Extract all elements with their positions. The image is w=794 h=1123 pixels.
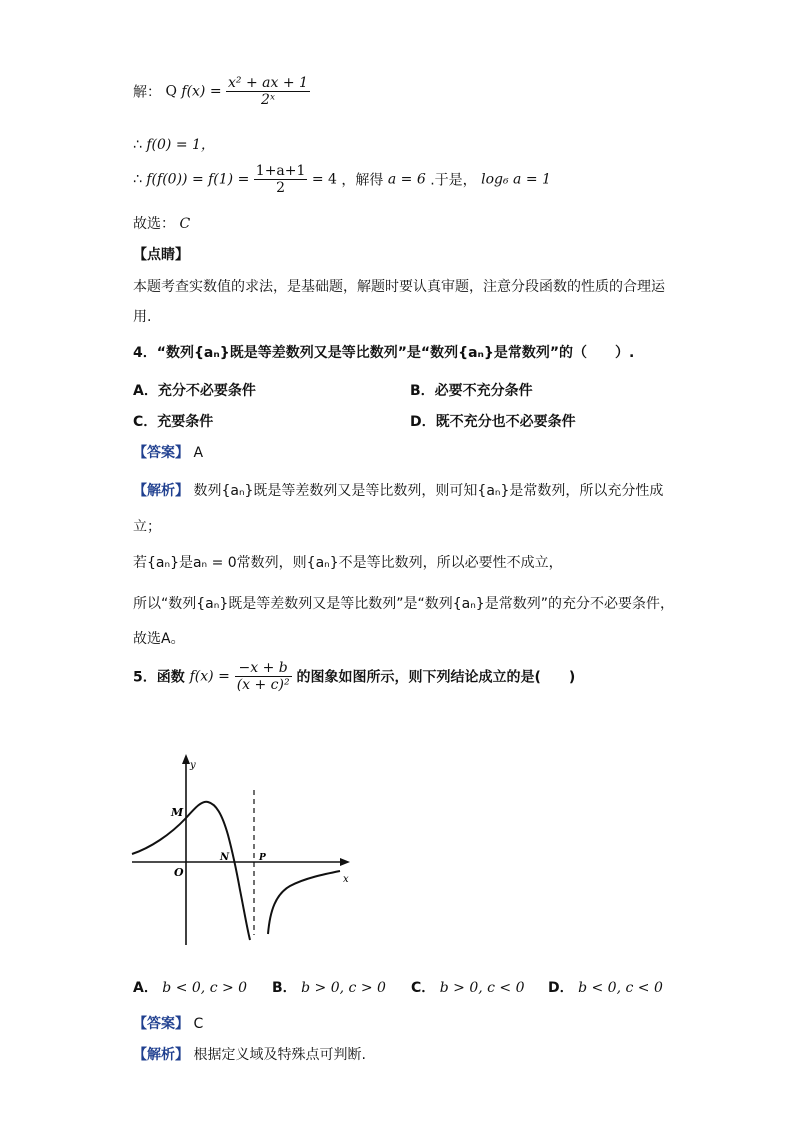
x-axis-label: x [343, 874, 349, 885]
comment-line1: 本题考查实数值的求法，是基础题，解题时要认真审题，注意分段函数的性质的合理运 [133, 279, 665, 295]
comment-line2: 用. [133, 309, 152, 325]
q4-analysis-line2: 立； [133, 519, 161, 535]
q5-option-c [411, 977, 525, 997]
q5-fx: f(x) = [189, 668, 230, 685]
f0-eq: f(0) = 1， [146, 137, 215, 153]
option-text: b > 0, c > 0 [301, 980, 386, 996]
therefore-symbol: ∴ [133, 137, 142, 153]
eq-four: = 4 [311, 171, 337, 188]
sol3-choose [133, 213, 190, 233]
fraction-numerator: 1+a+1 [255, 163, 306, 179]
q5-option-d [548, 977, 663, 997]
choose-label: 故选： [133, 216, 175, 232]
fraction-denominator: 2ˣ [261, 92, 275, 108]
point-p-label: P [259, 853, 266, 863]
choose-value: C [179, 216, 191, 232]
fraction-f1 [254, 163, 308, 196]
solve-text: ，解得 [341, 172, 384, 189]
q4-analysis-line3: 若{aₙ}是aₙ = 0常数列，则{aₙ}不是等比数列，所以必要性不成立， [133, 555, 563, 571]
fraction-numerator: x² + ax + 1 [228, 75, 308, 91]
curve-right-branch [268, 871, 340, 934]
origin-label: O [174, 866, 184, 879]
q4-option-d: D．既不充分也不必要条件 [410, 414, 576, 430]
q5-fraction [235, 660, 292, 693]
answer-label: 【答案】 [133, 445, 189, 461]
q5-option-a [133, 977, 247, 997]
option-text: b < 0, c < 0 [578, 980, 663, 996]
y-axis-label: y [190, 760, 196, 771]
q5-number: 5．函数 [133, 669, 185, 686]
analysis-label: 【解析】 [133, 483, 189, 499]
because-symbol: Q [165, 83, 177, 100]
q4-analysis-line5: 故选A。 [133, 631, 185, 647]
q4-analysis-line1 [133, 480, 663, 500]
q5-analysis [133, 1044, 366, 1064]
q5-tail: 的图象如图所示，则下列结论成立的是( ) [296, 669, 576, 686]
answer-label: 【答案】 [133, 1016, 189, 1032]
option-text: b < 0, c > 0 [162, 980, 248, 996]
a-equals-6: a = 6 [387, 171, 426, 188]
option-letter: B． [272, 980, 297, 996]
q5-stem [133, 660, 575, 708]
fraction-denominator: 2 [276, 180, 286, 196]
point-n-label: N [220, 852, 230, 863]
curve-left-branch [132, 802, 250, 940]
fraction-denominator: (x + c)² [236, 677, 290, 693]
sol3-line2 [133, 134, 215, 154]
analysis-text: 数列{aₙ}既是等差数列又是等比数列，则可知{aₙ}是常数列，所以充分性成 [193, 483, 664, 499]
q4-analysis-line4: 所以“数列{aₙ}既是等差数列又是等比数列”是“数列{aₙ}是常数列”的充分不必要条件， [133, 596, 674, 612]
sol3-line3 [133, 163, 551, 205]
q4-stem: 4．“数列{aₙ}既是等差数列又是等比数列”是“数列{aₙ}是常数列”的（ ）. [133, 345, 635, 361]
fx-lhs: f(x) = [181, 83, 222, 100]
sol3-line1 [133, 75, 310, 115]
option-letter: D． [548, 980, 574, 996]
comment-heading: 【点睛】 [133, 247, 189, 263]
ff0-eq: f(f(0)) = f(1) = [146, 171, 250, 188]
yushi-text: .于是， [430, 172, 477, 189]
sol-prefix: 解： [133, 84, 161, 101]
q4-option-a: A．充分不必要条件 [133, 383, 256, 399]
option-letter: A． [133, 980, 158, 996]
log-result: log₆ a = 1 [481, 171, 551, 188]
q4-option-b: B．必要不充分条件 [410, 383, 533, 399]
fraction-numerator: −x + b [235, 660, 292, 677]
y-axis-arrow [182, 754, 190, 764]
q5-option-b [272, 977, 386, 997]
q4-option-c: C．充要条件 [133, 414, 214, 430]
q4-answer [133, 442, 203, 462]
function-graph [130, 750, 370, 950]
therefore-symbol-2: ∴ [133, 171, 142, 188]
option-letter: C． [411, 980, 436, 996]
fraction-fx [226, 75, 310, 108]
x-axis-arrow [340, 858, 350, 866]
point-m-label: M [171, 806, 184, 819]
analysis-text: 根据定义域及特殊点可判断. [193, 1047, 366, 1063]
analysis-label: 【解析】 [133, 1047, 189, 1063]
answer-value: A [193, 445, 204, 461]
option-text: b > 0, c < 0 [439, 980, 525, 996]
q5-answer [133, 1013, 203, 1033]
answer-value: C [193, 1016, 204, 1032]
